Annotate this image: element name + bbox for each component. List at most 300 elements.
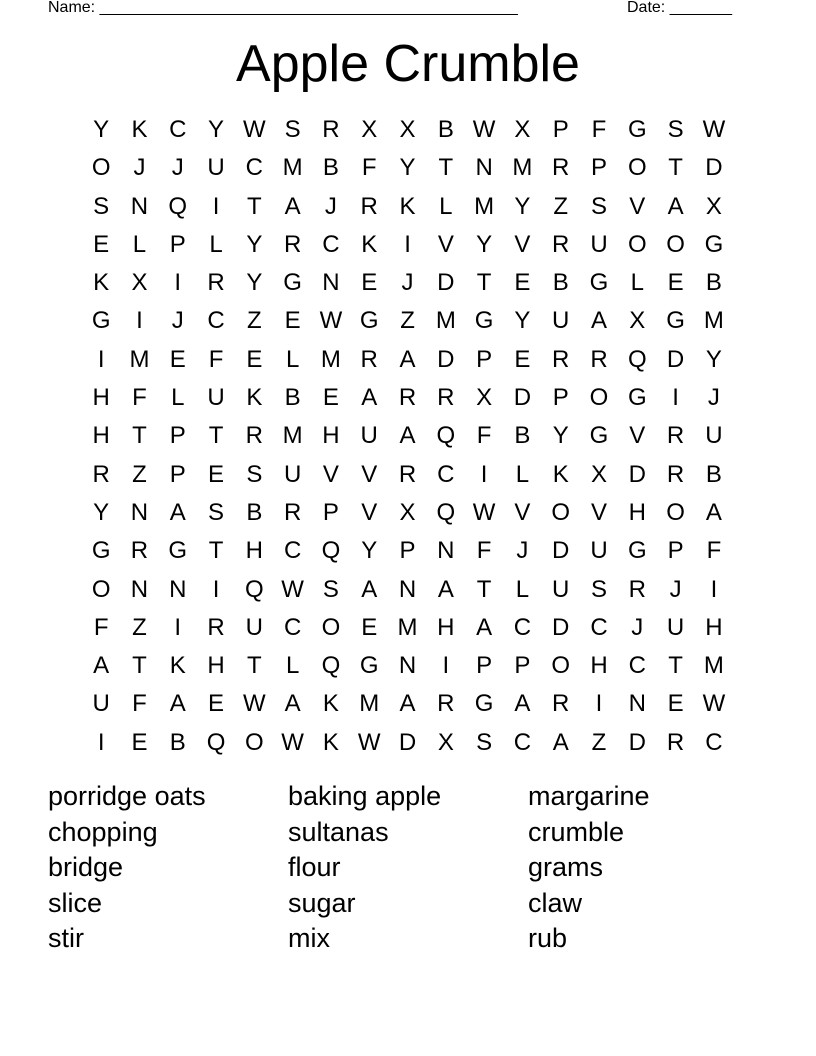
grid-row	[82, 341, 733, 379]
grid-letter: M	[435, 307, 456, 335]
grid-letter: S	[246, 460, 263, 488]
grid-letter: Z	[132, 613, 147, 641]
grid-letter: Y	[399, 154, 416, 182]
grid-letter: T	[438, 154, 454, 182]
grid-letter: W	[243, 116, 266, 143]
grid-letter: U	[92, 690, 110, 718]
grid-letter: E	[93, 230, 110, 258]
grid-letter: X	[399, 116, 416, 143]
grid-letter: K	[322, 690, 339, 718]
grid-letter: A	[437, 575, 454, 603]
grid-letter: V	[591, 498, 608, 526]
grid-letter: P	[169, 422, 186, 450]
grid-row	[82, 188, 733, 226]
grid-letter: X	[399, 498, 416, 526]
grid-letter: V	[629, 422, 646, 450]
grid-letter: O	[245, 728, 264, 756]
grid-letter: G	[474, 307, 494, 335]
grid-letter: I	[710, 575, 718, 603]
grid-letter: V	[361, 460, 378, 488]
grid-row	[82, 456, 733, 494]
grid-letter: X	[437, 728, 454, 756]
grid-letter: E	[169, 345, 186, 373]
grid-letter: E	[131, 728, 148, 756]
grid-letter: J	[324, 192, 337, 220]
grid-letter: U	[552, 575, 570, 603]
grid-letter: R	[437, 690, 455, 718]
word-list-item: sugar	[288, 887, 356, 918]
grid-letter: M	[512, 154, 533, 182]
grid-letter: Q	[245, 575, 264, 603]
grid-letter: W	[472, 116, 496, 143]
grid-letter: K	[399, 192, 416, 220]
grid-letter: D	[628, 460, 646, 488]
word-list-item: crumble	[528, 816, 625, 847]
grid-letter: R	[130, 537, 149, 565]
grid-letter: P	[169, 230, 186, 258]
grid-letter: N	[475, 154, 493, 182]
grid-letter: F	[476, 422, 492, 450]
grid-letter: M	[282, 422, 303, 450]
grid-letter: J	[516, 537, 529, 565]
grid-letter: F	[361, 154, 377, 182]
grid-letter: T	[668, 652, 683, 680]
grid-letter: Z	[247, 307, 262, 335]
grid-letter: O	[589, 384, 609, 412]
header-line	[48, 0, 768, 18]
grid-letter: U	[207, 384, 225, 412]
grid-letter: S	[93, 192, 110, 220]
grid-letter: C	[437, 460, 455, 488]
grid-letter: T	[668, 154, 683, 182]
grid-row	[82, 609, 733, 647]
grid-letter: R	[322, 116, 340, 143]
grid-letter: U	[590, 230, 608, 258]
grid-row	[82, 532, 733, 570]
grid-letter: N	[130, 192, 149, 220]
grid-letter: G	[359, 307, 379, 335]
grid-letter: B	[705, 460, 722, 488]
grid-letter: M	[359, 690, 380, 718]
grid-letter: Q	[627, 345, 647, 373]
grid-letter: L	[132, 230, 147, 258]
grid-letter: K	[246, 384, 263, 412]
grid-letter: J	[133, 154, 146, 182]
grid-letter: R	[437, 384, 455, 412]
grid-letter: L	[439, 192, 453, 220]
grid-letter: E	[322, 384, 339, 412]
grid-letter: M	[282, 154, 303, 182]
grid-letter: H	[322, 422, 340, 450]
grid-letter: R	[628, 575, 646, 603]
grid-letter: C	[245, 154, 263, 182]
grid-letter: W	[702, 116, 726, 143]
grid-letter: R	[666, 422, 685, 450]
grid-letter: O	[666, 498, 685, 526]
grid-letter: F	[132, 690, 147, 718]
grid-letter: Q	[321, 537, 341, 565]
word-list-item: rub	[528, 923, 568, 953]
grid-letter: E	[361, 269, 378, 297]
name-field-label: Name: _______________________________________________	[48, 0, 518, 16]
grid-letter: M	[703, 652, 724, 680]
date-field-label: Date: _______	[627, 0, 732, 16]
grid-letter: D	[513, 384, 532, 412]
grid-letter: P	[476, 652, 493, 680]
grid-letter: R	[283, 498, 302, 526]
grid-letter: B	[246, 498, 263, 526]
grid-letter: Q	[206, 728, 226, 756]
grid-letter: C	[283, 537, 302, 565]
grid-letter: L	[515, 575, 530, 603]
grid-letter: H	[207, 652, 225, 680]
grid-letter: R	[666, 728, 685, 756]
word-list-item: chopping	[48, 816, 158, 847]
grid-letter: A	[399, 422, 416, 450]
grid-letter: A	[667, 192, 684, 220]
grid-letter: G	[589, 269, 609, 297]
grid-letter: G	[91, 537, 111, 565]
grid-letter: M	[397, 613, 418, 641]
grid-letter: B	[514, 422, 531, 450]
grid-letter: D	[437, 345, 455, 373]
grid-letter: Y	[246, 269, 263, 297]
grid-row	[82, 417, 733, 455]
grid-letter: N	[398, 652, 417, 680]
grid-letter: H	[590, 652, 608, 680]
grid-letter: I	[174, 613, 182, 641]
grid-letter: E	[667, 269, 684, 297]
grid-letter: B	[705, 269, 722, 297]
grid-letter: Z	[400, 307, 415, 335]
grid-letter: E	[667, 690, 684, 718]
grid-row	[82, 302, 733, 340]
word-list-item: flour	[288, 852, 341, 882]
grid-letter: E	[284, 307, 301, 335]
grid-letter: O	[627, 230, 647, 258]
grid-letter: G	[474, 690, 494, 718]
grid-letter: L	[515, 460, 530, 488]
grid-letter: X	[131, 269, 148, 297]
word-list-item: porridge oats	[48, 781, 206, 811]
grid-letter: R	[360, 345, 378, 373]
grid-letter: U	[207, 154, 225, 182]
grid-letter: P	[514, 652, 531, 680]
grid-letter: W	[319, 307, 343, 335]
grid-letter: A	[591, 307, 608, 335]
grid-letter: K	[361, 230, 378, 258]
grid-letter: Y	[246, 230, 263, 258]
grid-letter: N	[130, 575, 149, 603]
grid-letter: X	[361, 116, 378, 143]
grid-letter: D	[437, 269, 455, 297]
grid-letter: P	[169, 460, 186, 488]
grid-letter: O	[91, 154, 111, 182]
grid-letter: D	[628, 728, 646, 756]
grid-letter: M	[129, 345, 150, 373]
grid-letter: X	[705, 192, 722, 220]
grid-letter: I	[212, 575, 220, 603]
grid-letter: A	[361, 384, 378, 412]
grid-letter: G	[589, 422, 609, 450]
grid-letter: E	[514, 345, 531, 373]
grid-letter: C	[207, 307, 225, 335]
grid-letter: T	[208, 537, 224, 565]
grid-letter: A	[284, 192, 301, 220]
grid-letter: S	[476, 728, 493, 756]
grid-letter: D	[552, 613, 570, 641]
grid-letter: L	[209, 230, 223, 258]
grid-letter: R	[552, 345, 570, 373]
grid-letter: W	[702, 690, 726, 718]
grid-letter: R	[207, 269, 225, 297]
grid-letter: G	[666, 307, 685, 335]
grid-letter: V	[322, 460, 339, 488]
word-list-item: baking apple	[288, 781, 442, 811]
grid-letter: G	[359, 652, 379, 680]
word-list-item: claw	[528, 887, 583, 918]
grid-row	[82, 226, 733, 264]
grid-letter: P	[476, 345, 493, 373]
grid-letter: P	[399, 537, 416, 565]
grid-letter: X	[591, 460, 608, 488]
grid-letter: R	[283, 230, 302, 258]
grid-letter: T	[132, 422, 147, 450]
grid-letter: B	[437, 116, 454, 143]
grid-letter: M	[320, 345, 341, 373]
grid-letter: P	[322, 498, 339, 526]
grid-letter: Q	[168, 192, 188, 220]
grid-letter: E	[361, 613, 378, 641]
grid-letter: F	[132, 384, 147, 412]
grid-letter: I	[212, 192, 220, 220]
grid-letter: A	[705, 498, 722, 526]
grid-letter: G	[91, 307, 111, 335]
grid-letter: T	[476, 575, 492, 603]
grid-letter: K	[131, 116, 148, 143]
grid-row	[82, 111, 733, 149]
grid-letter: T	[208, 422, 224, 450]
page-title: Apple Crumble	[236, 35, 580, 93]
grid-letter: K	[169, 652, 186, 680]
grid-row	[82, 571, 733, 609]
grid-letter: S	[591, 192, 608, 220]
grid-letter: C	[169, 116, 187, 143]
grid-letter: L	[285, 652, 300, 680]
grid-letter: G	[627, 537, 647, 565]
grid-letter: W	[243, 690, 266, 718]
grid-letter: O	[91, 575, 111, 603]
grid-letter: W	[472, 498, 496, 526]
grid-letter: I	[480, 460, 488, 488]
grid-letter: I	[97, 345, 105, 373]
grid-letter: R	[552, 690, 570, 718]
grid-letter: A	[399, 345, 416, 373]
grid-letter: F	[706, 537, 722, 565]
grid-letter: G	[704, 230, 724, 258]
grid-letter: J	[707, 384, 720, 412]
grid-letter: N	[437, 537, 455, 565]
grid-letter: Y	[361, 537, 378, 565]
grid-letter: U	[552, 307, 570, 335]
grid-letter: H	[92, 384, 110, 412]
grid-letter: Y	[514, 192, 531, 220]
grid-letter: H	[92, 422, 110, 450]
grid-letter: O	[666, 230, 685, 258]
grid-letter: D	[666, 345, 685, 373]
grid-letter: G	[168, 537, 188, 565]
grid-letter: M	[703, 307, 724, 335]
grid-letter: Q	[436, 422, 456, 450]
grid-letter: C	[705, 728, 723, 756]
grid-letter: J	[171, 154, 184, 182]
grid-letter: A	[169, 690, 186, 718]
grid-letter: Z	[553, 192, 569, 220]
grid-letter: S	[322, 575, 339, 603]
grid-letter: J	[631, 613, 644, 641]
grid-letter: I	[442, 652, 450, 680]
grid-letter: R	[552, 230, 570, 258]
grid-letter: P	[552, 116, 569, 143]
grid-letter: K	[322, 728, 339, 756]
grid-letter: Z	[591, 728, 607, 756]
grid-letter: U	[705, 422, 723, 450]
grid-letter: I	[136, 307, 143, 335]
grid-letter: I	[174, 269, 182, 297]
grid-letter: K	[552, 460, 569, 488]
grid-letter: A	[284, 690, 301, 718]
grid-letter: B	[552, 269, 569, 297]
grid-letter: A	[552, 728, 569, 756]
grid-letter: C	[513, 728, 532, 756]
grid-letter: C	[513, 613, 532, 641]
grid-letter: O	[627, 154, 647, 182]
grid-letter: U	[283, 460, 302, 488]
grid-letter: F	[476, 537, 492, 565]
grid-letter: G	[627, 384, 647, 412]
grid-letter: Y	[93, 116, 110, 143]
grid-letter: T	[247, 652, 262, 680]
word-list	[48, 779, 768, 957]
grid-row	[82, 379, 733, 417]
grid-letter: A	[361, 575, 378, 603]
grid-letter: R	[92, 460, 110, 488]
grid-letter: U	[590, 537, 608, 565]
grid-letter: O	[321, 613, 341, 641]
grid-row	[82, 264, 733, 302]
grid-letter: A	[514, 690, 531, 718]
grid-letter: S	[208, 498, 225, 526]
grid-letter: H	[705, 613, 723, 641]
grid-letter: C	[322, 230, 340, 258]
grid-letter: A	[399, 690, 416, 718]
grid-letter: W	[281, 728, 304, 756]
grid-letter: E	[514, 269, 531, 297]
grid-letter: F	[591, 116, 607, 143]
grid-letter: Y	[476, 230, 493, 258]
grid-letter: D	[398, 728, 417, 756]
grid-letter: N	[398, 575, 417, 603]
grid-row	[82, 494, 733, 532]
grid-letter: D	[705, 154, 723, 182]
grid-letter: I	[595, 690, 603, 718]
grid-letter: O	[551, 498, 571, 526]
word-list-item: mix	[288, 923, 330, 953]
grid-letter: E	[208, 460, 225, 488]
grid-letter: I	[97, 728, 105, 756]
grid-letter: Y	[93, 498, 110, 526]
grid-letter: P	[667, 537, 684, 565]
grid-letter: Y	[705, 345, 722, 373]
grid-letter: T	[476, 269, 492, 297]
grid-row	[82, 724, 733, 762]
grid-letter: R	[207, 613, 225, 641]
grid-letter: O	[551, 652, 571, 680]
grid-letter: L	[171, 384, 185, 412]
grid-letter: T	[247, 192, 262, 220]
word-list-item: grams	[528, 852, 604, 882]
grid-letter: Q	[436, 498, 456, 526]
grid-letter: C	[628, 652, 646, 680]
grid-letter: K	[93, 269, 110, 297]
grid-letter: C	[283, 613, 302, 641]
grid-letter: E	[246, 345, 263, 373]
grid-letter: L	[630, 269, 644, 297]
grid-letter: M	[474, 192, 495, 220]
grid-letter: S	[591, 575, 608, 603]
grid-row	[82, 685, 733, 723]
grid-letter: R	[666, 460, 685, 488]
grid-letter: R	[360, 192, 378, 220]
grid-letter: Y	[552, 422, 569, 450]
grid-letter: N	[169, 575, 187, 603]
grid-letter: P	[591, 154, 608, 182]
grid-letter: N	[130, 498, 149, 526]
grid-letter: B	[284, 384, 301, 412]
grid-letter: R	[552, 154, 570, 182]
grid-letter: V	[361, 498, 378, 526]
grid-letter: U	[666, 613, 685, 641]
grid-letter: V	[437, 230, 454, 258]
word-list-item: stir	[48, 923, 84, 953]
grid-letter: I	[404, 230, 411, 258]
grid-letter: G	[627, 116, 647, 143]
grid-letter: W	[357, 728, 381, 756]
word-list-item: slice	[48, 887, 103, 918]
grid-letter: D	[552, 537, 570, 565]
grid-letter: P	[552, 384, 569, 412]
grid-letter: H	[245, 537, 263, 565]
grid-letter: B	[169, 728, 186, 756]
word-list-item: margarine	[528, 781, 650, 811]
grid-letter: S	[667, 116, 684, 143]
grid-letter: A	[93, 652, 110, 680]
grid-letter: G	[283, 269, 302, 297]
grid-letter: F	[208, 345, 224, 373]
grid-letter: V	[514, 498, 531, 526]
grid-letter: U	[360, 422, 378, 450]
grid-letter: F	[93, 613, 109, 641]
grid-letter: V	[514, 230, 531, 258]
grid-letter: J	[171, 307, 184, 335]
grid-letter: N	[322, 269, 340, 297]
grid-letter: A	[476, 613, 493, 641]
letter-grid	[82, 111, 733, 762]
grid-letter: S	[284, 116, 301, 143]
grid-letter: J	[401, 269, 414, 297]
grid-letter: I	[672, 384, 679, 412]
grid-letter: X	[629, 307, 646, 335]
